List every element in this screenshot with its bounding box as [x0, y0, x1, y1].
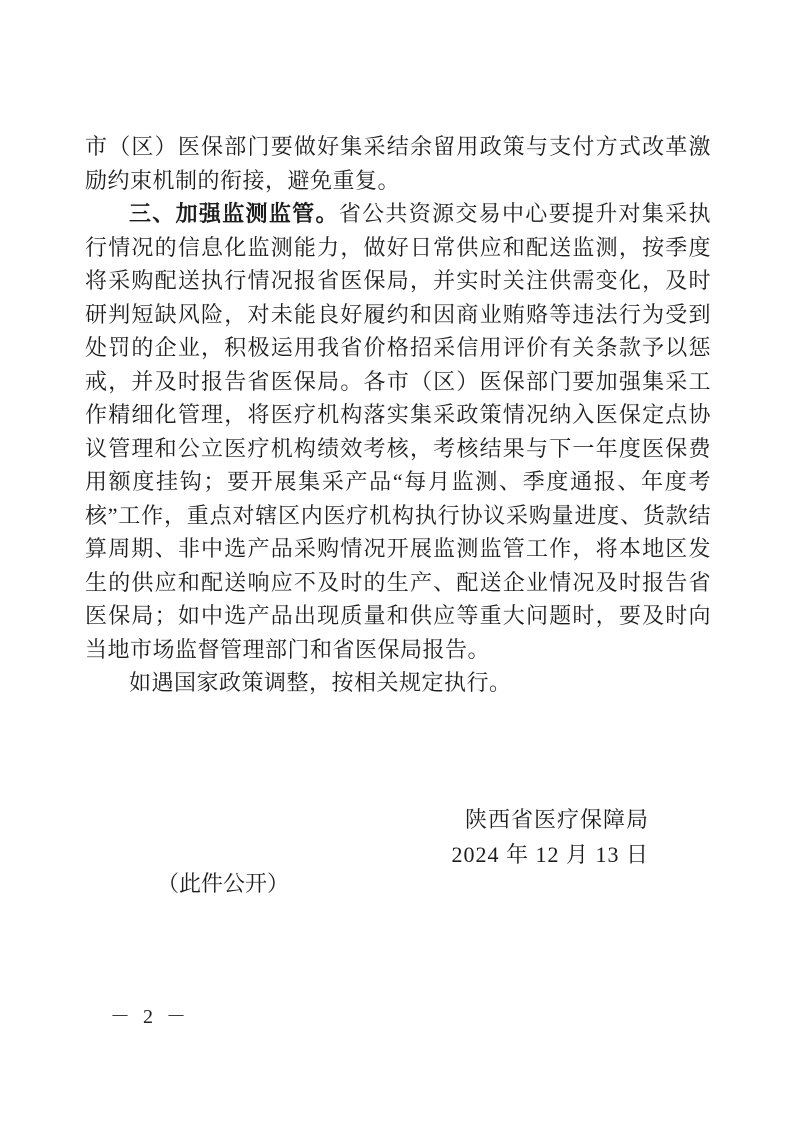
paragraph-continuation	[85, 130, 711, 197]
page-number: － 2 －	[110, 1006, 190, 1028]
document-body	[85, 130, 711, 700]
signature-block	[0, 802, 649, 872]
signature-organization: 陕西省医疗保障局	[464, 807, 649, 832]
paragraph-continuation-text: 市（区）医保部门要做好集采结余留用政策与支付方式改革激励约束机制的衔接，避免重复。	[85, 134, 711, 193]
section-3-body-text: 省公共资源交易中心要提升对集采执行情况的信息化监测能力，做好日常供应和配送监测，按季度将采购配送执行情况报省医保局，并实时关注供需变化，及时研判短缺风险，对未能良好履约和因商业贿赂等违法行为受到处罚的企业，积极运用我省价格招采信用评价有关条款予以惩戒，并及时报告省医保局。各市（区）医保部门要加强集采工作精细化管理，将医疗机构落实集采政策情况纳入医保定点协议管理和公立医疗机构绩效考核，考核结果与下一年度医保费用额度挂钩；要开展集采产品“每月监测、季度通报、年度考核”工作，重点对辖区内医疗机构执行协议采购量进度、货款结算周期、非中选产品采购情况开展监测监管工作，将本地区发生的供应和配送响应不及时的生产、配送企业情况及时报告省医保局；如中选产品出现质量和供应等重大问题时，要及时向当地市场监督管理部门和省医保局报告。	[85, 201, 711, 662]
section-3-heading: 三、加强监测监管。	[129, 201, 339, 226]
paragraph-section-3	[85, 197, 711, 666]
public-disclosure-note: （此件公开）	[157, 871, 290, 896]
signature-date: 2024 年 12 月 13 日	[451, 842, 649, 867]
paragraph-closing: 如遇国家政策调整，按相关规定执行。	[129, 670, 512, 695]
